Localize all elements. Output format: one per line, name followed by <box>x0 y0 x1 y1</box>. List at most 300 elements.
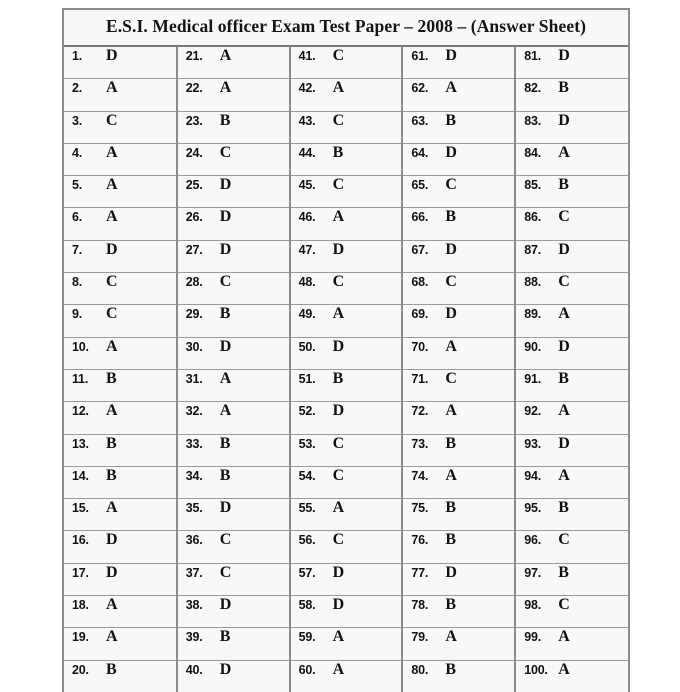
answer-cell[interactable] <box>64 660 177 692</box>
answer-cell[interactable] <box>290 660 403 692</box>
table-row <box>64 402 628 434</box>
answer-cell-inner <box>291 370 402 401</box>
answer-cell[interactable] <box>402 111 515 143</box>
answer-cell[interactable] <box>290 369 403 401</box>
answer-letter: D <box>558 47 570 64</box>
answer-cell[interactable] <box>402 305 515 337</box>
answer-cell[interactable] <box>402 337 515 369</box>
answer-cell-inner <box>403 435 514 466</box>
answer-cell-inner <box>178 564 289 595</box>
answer-cell[interactable] <box>515 305 628 337</box>
question-number: 68. <box>411 275 429 290</box>
answer-cell-inner <box>403 241 514 272</box>
answer-cell-inner <box>516 176 628 207</box>
answer-cell-inner <box>64 338 176 369</box>
answer-cell-inner <box>291 79 402 110</box>
answer-cell-inner <box>291 628 402 659</box>
question-number: 61. <box>411 49 429 63</box>
answer-cell[interactable] <box>177 563 290 595</box>
answer-cell[interactable] <box>64 273 177 305</box>
answer-cell-inner <box>291 208 402 239</box>
answer-cell[interactable] <box>64 596 177 628</box>
question-number: 6. <box>72 210 83 225</box>
answer-letter: A <box>106 79 118 97</box>
answer-cell[interactable] <box>64 499 177 531</box>
answer-cell[interactable] <box>290 273 403 305</box>
question-number: 53. <box>298 436 316 451</box>
answer-cell[interactable] <box>402 596 515 628</box>
answer-cell-inner <box>64 273 176 304</box>
answer-cell[interactable] <box>177 46 290 79</box>
question-number: 37. <box>185 565 203 580</box>
answer-cell-inner <box>291 499 402 530</box>
answer-cell-inner <box>403 661 514 692</box>
answer-cell-inner <box>178 402 289 433</box>
question-number: 22. <box>185 81 203 96</box>
question-number: 26. <box>185 210 203 225</box>
answer-letter: D <box>332 596 345 614</box>
answer-cell-inner <box>516 144 628 175</box>
question-number: 34. <box>185 468 203 483</box>
answer-letter: C <box>558 531 570 549</box>
answer-letter: C <box>219 563 232 581</box>
answer-cell[interactable] <box>402 143 515 175</box>
question-number: 48. <box>298 275 316 290</box>
answer-letter: C <box>445 369 457 387</box>
answer-letter: A <box>558 466 570 484</box>
question-number: 65. <box>411 178 429 193</box>
answer-cell[interactable] <box>64 628 177 660</box>
answer-cell[interactable] <box>177 499 290 531</box>
answer-cell[interactable] <box>515 337 628 369</box>
answer-cell[interactable] <box>402 176 515 208</box>
answer-letter: D <box>445 563 457 581</box>
answer-cell-inner <box>403 79 514 110</box>
answer-cell[interactable] <box>515 596 628 628</box>
answer-cell[interactable] <box>177 402 290 434</box>
question-number: 56. <box>298 533 316 548</box>
answer-cell[interactable] <box>515 466 628 498</box>
answer-letter: D <box>558 434 570 452</box>
question-number: 18. <box>72 598 89 613</box>
question-number: 11. <box>72 371 89 386</box>
answer-letter: A <box>106 628 118 646</box>
question-number: 45. <box>298 178 316 193</box>
question-number: 59. <box>298 630 316 645</box>
answer-cell-inner <box>291 241 402 272</box>
answer-cell-inner <box>178 273 289 304</box>
answer-cell-inner <box>64 144 176 175</box>
answer-letter: A <box>558 660 570 678</box>
question-number: 98. <box>524 598 541 613</box>
answer-cell[interactable] <box>515 531 628 563</box>
answer-cell[interactable] <box>64 337 177 369</box>
answer-cell[interactable] <box>177 176 290 208</box>
question-number: 19. <box>72 630 89 645</box>
table-row <box>64 79 628 111</box>
answer-cell-inner <box>516 370 628 401</box>
question-number: 80. <box>411 662 429 677</box>
answer-cell-inner <box>516 273 628 304</box>
answer-cell-inner <box>64 370 176 401</box>
question-number: 30. <box>185 339 203 354</box>
answer-cell-inner <box>64 499 176 530</box>
answer-cell[interactable] <box>290 563 403 595</box>
answer-cell[interactable] <box>64 369 177 401</box>
question-number: 1. <box>72 49 83 63</box>
question-number: 25. <box>185 178 203 193</box>
question-number: 15. <box>72 501 89 516</box>
answer-cell[interactable] <box>177 628 290 660</box>
question-number: 63. <box>411 113 429 128</box>
table-row <box>64 466 628 498</box>
answer-cell[interactable] <box>64 176 177 208</box>
answer-cell[interactable] <box>177 660 290 692</box>
answer-cell[interactable] <box>402 46 515 79</box>
answer-cell-inner <box>178 370 289 401</box>
answer-cell-inner <box>291 112 402 143</box>
answer-cell[interactable] <box>402 499 515 531</box>
answer-cell-inner <box>291 435 402 466</box>
answer-cell[interactable] <box>64 531 177 563</box>
answer-letter: D <box>445 143 457 161</box>
answer-cell[interactable] <box>177 208 290 240</box>
question-number: 47. <box>298 242 316 257</box>
question-number: 82. <box>524 81 541 96</box>
answer-letter: D <box>558 111 570 129</box>
table-row <box>64 305 628 337</box>
question-number: 84. <box>524 145 541 160</box>
answer-cell[interactable] <box>290 240 403 272</box>
answer-cell-inner <box>178 628 289 659</box>
answer-cell-inner <box>516 564 628 595</box>
answer-letter: A <box>219 402 232 420</box>
answer-cell[interactable] <box>402 208 515 240</box>
answer-letter: C <box>106 305 118 323</box>
answer-cell[interactable] <box>515 499 628 531</box>
question-number: 93. <box>524 436 541 451</box>
answer-letter: C <box>106 111 118 129</box>
answer-letter: A <box>332 79 345 97</box>
answer-cell-inner <box>64 112 176 143</box>
table-row <box>64 240 628 272</box>
answer-cell[interactable] <box>290 337 403 369</box>
answer-cell[interactable] <box>177 596 290 628</box>
table-row <box>64 208 628 240</box>
answer-cell-inner <box>291 338 402 369</box>
answer-letter: A <box>332 499 345 517</box>
answer-cell[interactable] <box>177 79 290 111</box>
answer-cell[interactable] <box>402 402 515 434</box>
answer-cell[interactable] <box>290 305 403 337</box>
answer-cell-inner <box>178 338 289 369</box>
answer-letter: A <box>106 143 118 161</box>
answer-cell[interactable] <box>64 434 177 466</box>
answer-cell[interactable] <box>177 369 290 401</box>
question-number: 73. <box>411 436 429 451</box>
question-number: 13. <box>72 436 89 451</box>
answer-letter: C <box>332 47 345 64</box>
answer-cell[interactable] <box>290 434 403 466</box>
answer-letter: D <box>106 47 118 64</box>
question-number: 95. <box>524 501 541 516</box>
answer-cell[interactable] <box>290 46 403 79</box>
answer-cell[interactable] <box>402 369 515 401</box>
answer-cell[interactable] <box>515 402 628 434</box>
answer-letter: D <box>219 337 232 355</box>
answer-letter: C <box>445 273 457 291</box>
answer-letter: B <box>219 466 231 484</box>
question-number: 2. <box>72 81 83 96</box>
answer-cell[interactable] <box>177 337 290 369</box>
answer-cell[interactable] <box>515 208 628 240</box>
answer-cell[interactable] <box>177 111 290 143</box>
answer-letter: A <box>558 305 570 323</box>
table-row <box>64 273 628 305</box>
answer-cell-inner <box>403 531 514 562</box>
answer-cell[interactable] <box>290 596 403 628</box>
answer-letter: C <box>332 273 345 291</box>
answer-letter: A <box>106 208 118 226</box>
question-number: 76. <box>411 533 429 548</box>
question-number: 8. <box>72 275 83 290</box>
answer-cell-inner <box>64 661 176 692</box>
answer-cell[interactable] <box>64 466 177 498</box>
answer-cell[interactable] <box>64 208 177 240</box>
answer-letter: A <box>558 628 570 646</box>
answer-cell[interactable] <box>515 369 628 401</box>
answer-cell[interactable] <box>402 660 515 692</box>
answer-letter: D <box>106 563 118 581</box>
answer-letter: C <box>332 111 345 129</box>
answer-letter: A <box>558 143 570 161</box>
answer-letter: A <box>332 305 345 323</box>
answer-cell[interactable] <box>177 466 290 498</box>
answer-letter: B <box>106 466 117 484</box>
answer-cell[interactable] <box>290 208 403 240</box>
answer-letter: D <box>445 240 457 258</box>
answer-letter: B <box>332 369 344 387</box>
answer-cell[interactable] <box>402 434 515 466</box>
answer-letter: B <box>445 531 457 549</box>
answer-letter: C <box>558 596 570 614</box>
answer-letter: D <box>332 337 345 355</box>
answer-letter: C <box>558 208 570 226</box>
question-number: 75. <box>411 501 429 516</box>
question-number: 64. <box>411 145 429 160</box>
answer-cell[interactable] <box>290 111 403 143</box>
question-number: 41. <box>298 49 316 63</box>
question-number: 51. <box>298 371 316 386</box>
answer-cell[interactable] <box>177 305 290 337</box>
answer-letter: C <box>558 273 570 291</box>
question-number: 50. <box>298 339 316 354</box>
answer-cell-inner <box>64 402 176 433</box>
question-number: 79. <box>411 630 429 645</box>
answer-cell[interactable] <box>290 402 403 434</box>
answer-letter: B <box>219 111 231 129</box>
answer-cell[interactable] <box>515 176 628 208</box>
question-number: 69. <box>411 307 429 322</box>
answer-cell-inner <box>403 208 514 239</box>
answer-cell-inner <box>178 208 289 239</box>
answer-letter: B <box>445 499 457 517</box>
answer-letter: B <box>558 176 569 194</box>
answer-letter: D <box>219 596 232 614</box>
answer-cell[interactable] <box>64 143 177 175</box>
question-number: 57. <box>298 565 316 580</box>
question-number: 23. <box>185 113 203 128</box>
answer-letter: B <box>219 628 231 646</box>
answer-cell[interactable] <box>515 273 628 305</box>
answer-cell-inner <box>403 628 514 659</box>
answer-cell[interactable] <box>515 79 628 111</box>
answer-cell-inner <box>291 531 402 562</box>
table-row <box>64 628 628 660</box>
answer-cell[interactable] <box>402 273 515 305</box>
question-number: 39. <box>185 630 203 645</box>
answer-cell[interactable] <box>290 531 403 563</box>
answer-letter: C <box>332 466 345 484</box>
answer-cell[interactable] <box>402 628 515 660</box>
answer-cell-inner <box>403 467 514 498</box>
question-number: 81. <box>524 49 541 63</box>
answer-cell-inner <box>178 176 289 207</box>
answer-cell[interactable] <box>515 563 628 595</box>
question-number: 88. <box>524 275 541 290</box>
question-number: 20. <box>72 662 89 677</box>
answer-cell[interactable] <box>515 240 628 272</box>
answer-cell-inner <box>291 596 402 627</box>
answer-cell[interactable] <box>64 305 177 337</box>
answer-cell[interactable] <box>402 563 515 595</box>
answer-cell-inner <box>516 467 628 498</box>
answer-cell[interactable] <box>290 466 403 498</box>
answer-cell-inner <box>178 112 289 143</box>
answer-cell[interactable] <box>402 240 515 272</box>
question-number: 66. <box>411 210 429 225</box>
answer-cell-inner <box>516 112 628 143</box>
answer-cell[interactable] <box>290 176 403 208</box>
answer-cell[interactable] <box>402 466 515 498</box>
answer-cell[interactable] <box>515 46 628 79</box>
answer-letter: D <box>332 240 345 258</box>
answer-cell-inner <box>64 305 176 336</box>
answer-letter: B <box>445 111 457 129</box>
question-number: 67. <box>411 242 429 257</box>
question-number: 70. <box>411 339 429 354</box>
answer-cell-inner <box>516 79 628 110</box>
answer-cell[interactable] <box>64 240 177 272</box>
question-number: 31. <box>185 371 203 386</box>
answer-cell[interactable] <box>515 660 628 692</box>
answer-cell[interactable] <box>515 111 628 143</box>
answer-cell[interactable] <box>290 499 403 531</box>
answer-letter: A <box>106 337 118 355</box>
question-number: 32. <box>185 404 203 419</box>
question-number: 14. <box>72 468 89 483</box>
answer-cell[interactable] <box>290 79 403 111</box>
answer-letter: B <box>445 596 457 614</box>
answer-cell-inner <box>403 144 514 175</box>
answer-letter: D <box>445 305 457 323</box>
question-number: 87. <box>524 242 541 257</box>
answer-cell[interactable] <box>402 531 515 563</box>
answer-cell[interactable] <box>177 273 290 305</box>
answer-letter: A <box>219 47 232 64</box>
answer-letter: D <box>558 240 570 258</box>
answer-cell-inner <box>64 208 176 239</box>
question-number: 94. <box>524 468 541 483</box>
answer-cell-inner <box>291 564 402 595</box>
answer-cell[interactable] <box>290 628 403 660</box>
answer-cell[interactable] <box>515 434 628 466</box>
answer-cell[interactable] <box>64 563 177 595</box>
answer-cell[interactable] <box>64 79 177 111</box>
question-number: 52. <box>298 404 316 419</box>
answer-cell-inner <box>64 596 176 627</box>
answer-cell[interactable] <box>515 143 628 175</box>
answer-cell-inner <box>291 176 402 207</box>
answer-letter: A <box>445 402 457 420</box>
answer-letter: A <box>106 402 118 420</box>
question-number: 43. <box>298 113 316 128</box>
answer-cell[interactable] <box>515 628 628 660</box>
answer-cell-inner <box>291 47 402 78</box>
table-row <box>64 563 628 595</box>
answer-cell[interactable] <box>177 434 290 466</box>
table-row <box>64 337 628 369</box>
answer-cell[interactable] <box>64 46 177 79</box>
answer-letter: A <box>445 337 457 355</box>
answer-letter: A <box>219 79 232 97</box>
question-number: 35. <box>185 501 203 516</box>
answer-cell[interactable] <box>64 402 177 434</box>
answer-cell[interactable] <box>64 111 177 143</box>
answer-cell[interactable] <box>177 240 290 272</box>
answer-letter: A <box>332 208 345 226</box>
answer-letter: B <box>106 660 117 678</box>
answer-cell-inner <box>403 499 514 530</box>
question-number: 36. <box>185 533 203 548</box>
answer-cell-inner <box>403 596 514 627</box>
question-number: 99. <box>524 630 541 645</box>
question-number: 21. <box>185 49 203 63</box>
question-number: 100. <box>524 662 548 677</box>
question-number: 54. <box>298 468 316 483</box>
answer-cell[interactable] <box>290 143 403 175</box>
question-number: 29. <box>185 307 203 322</box>
answer-cell-inner <box>291 402 402 433</box>
answer-cell[interactable] <box>177 531 290 563</box>
table-row <box>64 596 628 628</box>
answer-letter: C <box>106 273 118 291</box>
question-number: 9. <box>72 307 83 322</box>
answer-cell-inner <box>178 467 289 498</box>
question-number: 27. <box>185 242 203 257</box>
answer-letter: A <box>558 402 570 420</box>
answer-cell[interactable] <box>402 79 515 111</box>
answer-letter: A <box>106 499 118 517</box>
answer-letter: B <box>558 369 569 387</box>
question-number: 17. <box>72 565 89 580</box>
answer-cell-inner <box>516 499 628 530</box>
answer-cell-inner <box>178 241 289 272</box>
table-row <box>64 660 628 692</box>
answer-cell[interactable] <box>177 143 290 175</box>
question-number: 55. <box>298 501 316 516</box>
answer-cell-inner <box>291 661 402 692</box>
